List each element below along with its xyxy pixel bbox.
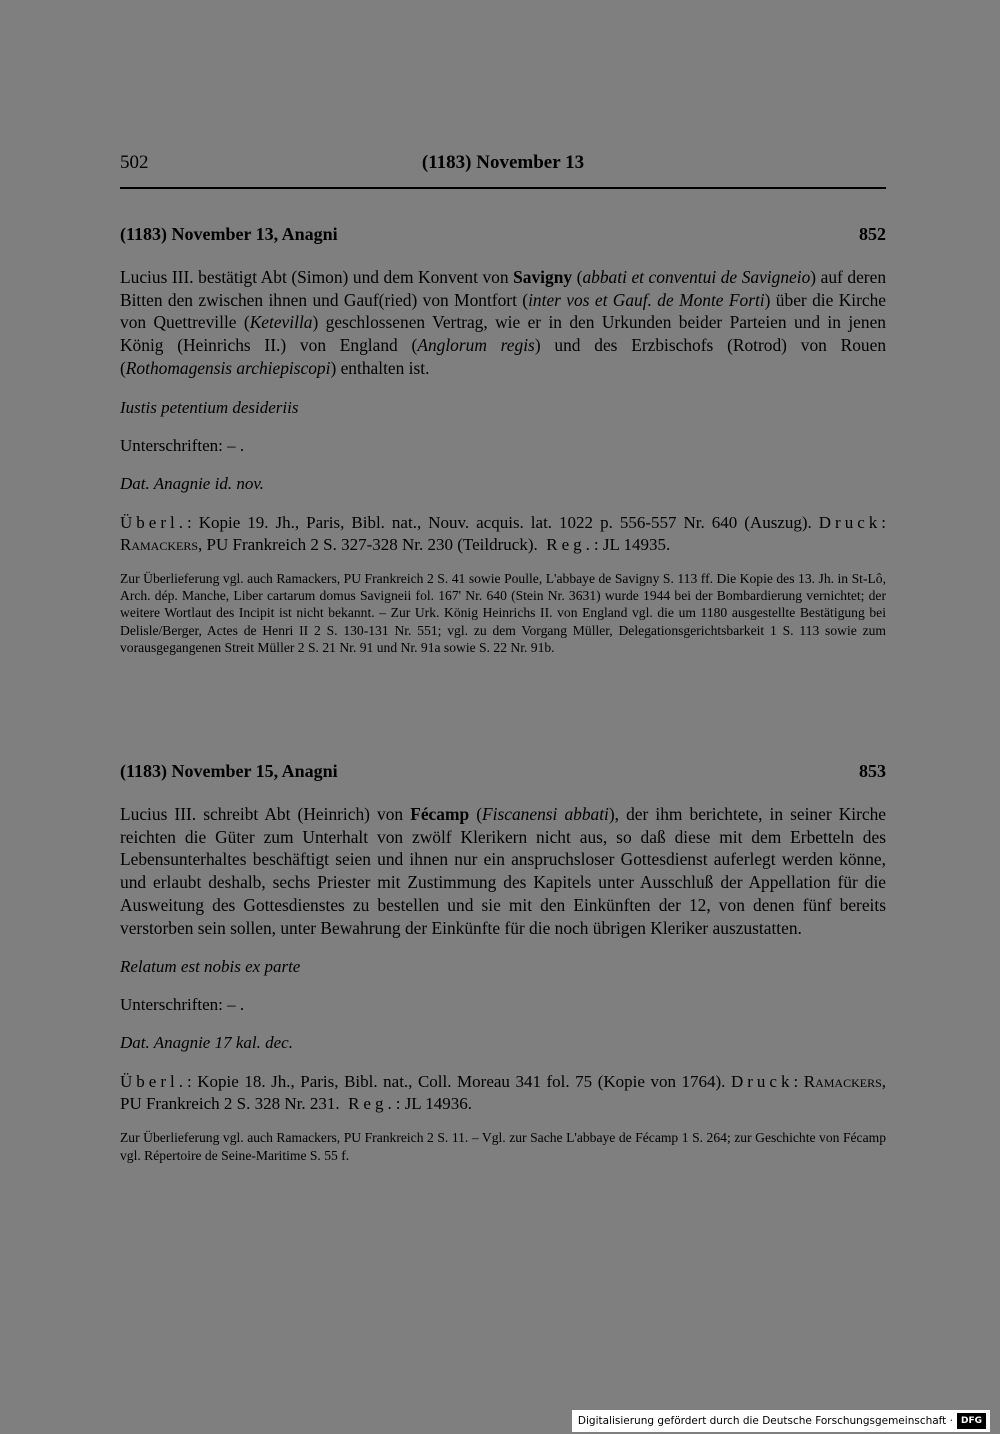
regest-entry-853 xyxy=(120,761,886,1164)
entry-abstract: Lucius III. bestätigt Abt (Simon) und dem Konvent von Savigny (abbati et conventui de Savigneio) auf deren Bitten den zwischen ihnen und Gauf(ried) von Montfort (inter vos et Gauf. de Monte Forti) über die Kirche von Quettreville (Ketevilla) geschlossenen Vertrag, wie er in den Urkunden beider Parteien und in jenen König (Heinrichs II.) von England (Anglorum regis) und des Erzbischofs (Rotrod) von Rouen (Rothomagensis archiepiscopi) enthalten ist. xyxy=(120,267,887,378)
entry-heading xyxy=(120,761,886,787)
entry-date-place: (1183) November 15, Anagni xyxy=(120,761,338,781)
footer-credit xyxy=(572,1410,990,1432)
entry-notes: Zur Überlieferung vgl. auch Ramackers, PU Frankreich 2 S. 41 sowie Poulle, L'abbaye de Savigny S. 113 ff. Die Kopie des 13. Jh. in St-Lô, Arch. dép. Manche, Liber cartarum domus Savigneii fol. 167' Nr. 640 (Stein Nr. 3631) wurde 1944 bei der Bombardierung vernichtet; der weitere Wortlaut des Incipit ist nicht bekannt. – Zur Urk. König Heinrichs II. von England vgl. die um 1180 ausgestellte Bestätigung bei Delisle/Berger, Actes de Henri II 2 S. 130-131 Nr. 551; vgl. zu dem Vorgang Müller, Delegationsgerichtsbarkeit 1 S. 113 sowie zum vorausgegangenen Streit Müller 2 S. 21 Nr. 91 und Nr. 91a sowie S. 22 Nr. 91b. xyxy=(120,570,886,656)
entry-abstract: Lucius III. schreibt Abt (Heinrich) von Fécamp (Fiscanensi abbati), der ihm berichtete, in seiner Kirche reichten die Güter zum Unterhalt von zwölf Klerikern nicht aus, so daß diese mit dem Erbetteln des Lebensunterhaltes beschäftigt seien und ihnen nur ein anspruchsloser Gottesdienst auferlegt werden könne, und erlaubt deshalb, sechs Priester mit Zustimmung des Kapitels unter Ausschluß der Appellation für die Ausweitung des Gottesdienstes zu bestellen und sie mit den Einkünften der 12, von denen fünf bereits verstorben sein sollen, unter Bewahrung der Einkünfte für die noch übrigen Kleriker auszustatten. xyxy=(120,804,887,938)
running-title: (1183) November 13 xyxy=(421,152,585,173)
regest-entry-852 xyxy=(120,224,886,657)
page-number: 502 xyxy=(120,152,149,173)
entry-signatures: Unterschriften: – . xyxy=(120,435,245,455)
entry-signatures: Unterschriften: – . xyxy=(120,995,245,1015)
entry-tradition: Überl.: Kopie 19. Jh., Paris, Bibl. nat., Nouv. acquis. lat. 1022 p. 556-557 Nr. 640 (Auszug). Druck: Ramackers, PU Frankreich 2 S. 327-328 Nr. 230 (Teildruck). Reg.: JL 14935. xyxy=(120,512,886,554)
page-header xyxy=(120,152,886,182)
entry-notes: Zur Überlieferung vgl. auch Ramackers, PU Frankreich 2 S. 11. – Vgl. zur Sache L'abbaye de Fécamp 1 S. 264; zur Geschichte von Fécamp vgl. Répertoire de Seine-Maritime S. 55 f. xyxy=(120,1130,886,1163)
entry-incipit: Iustis petentium desideriis xyxy=(120,397,299,417)
header-rule xyxy=(120,187,886,189)
entry-tradition: Überl.: Kopie 18. Jh., Paris, Bibl. nat., Coll. Moreau 341 fol. 75 (Kopie von 1764). Druck: Ramackers, PU Frankreich 2 S. 328 Nr. 231. Reg.: JL 14936. xyxy=(120,1072,887,1114)
entry-dating: Dat. Anagnie id. nov. xyxy=(120,473,264,493)
entry-dating: Dat. Anagnie 17 kal. dec. xyxy=(120,1033,293,1053)
entry-heading xyxy=(120,224,886,250)
entry-number: 853 xyxy=(859,761,886,781)
entry-incipit: Relatum est nobis ex parte xyxy=(120,957,301,977)
dfg-logo: DFG xyxy=(957,1413,986,1429)
footer-credit-text: Digitalisierung gefördert durch die Deutsche Forschungsgemeinschaft · xyxy=(577,1415,953,1427)
entry-number: 852 xyxy=(859,224,886,244)
entry-date-place: (1183) November 13, Anagni xyxy=(120,224,338,244)
